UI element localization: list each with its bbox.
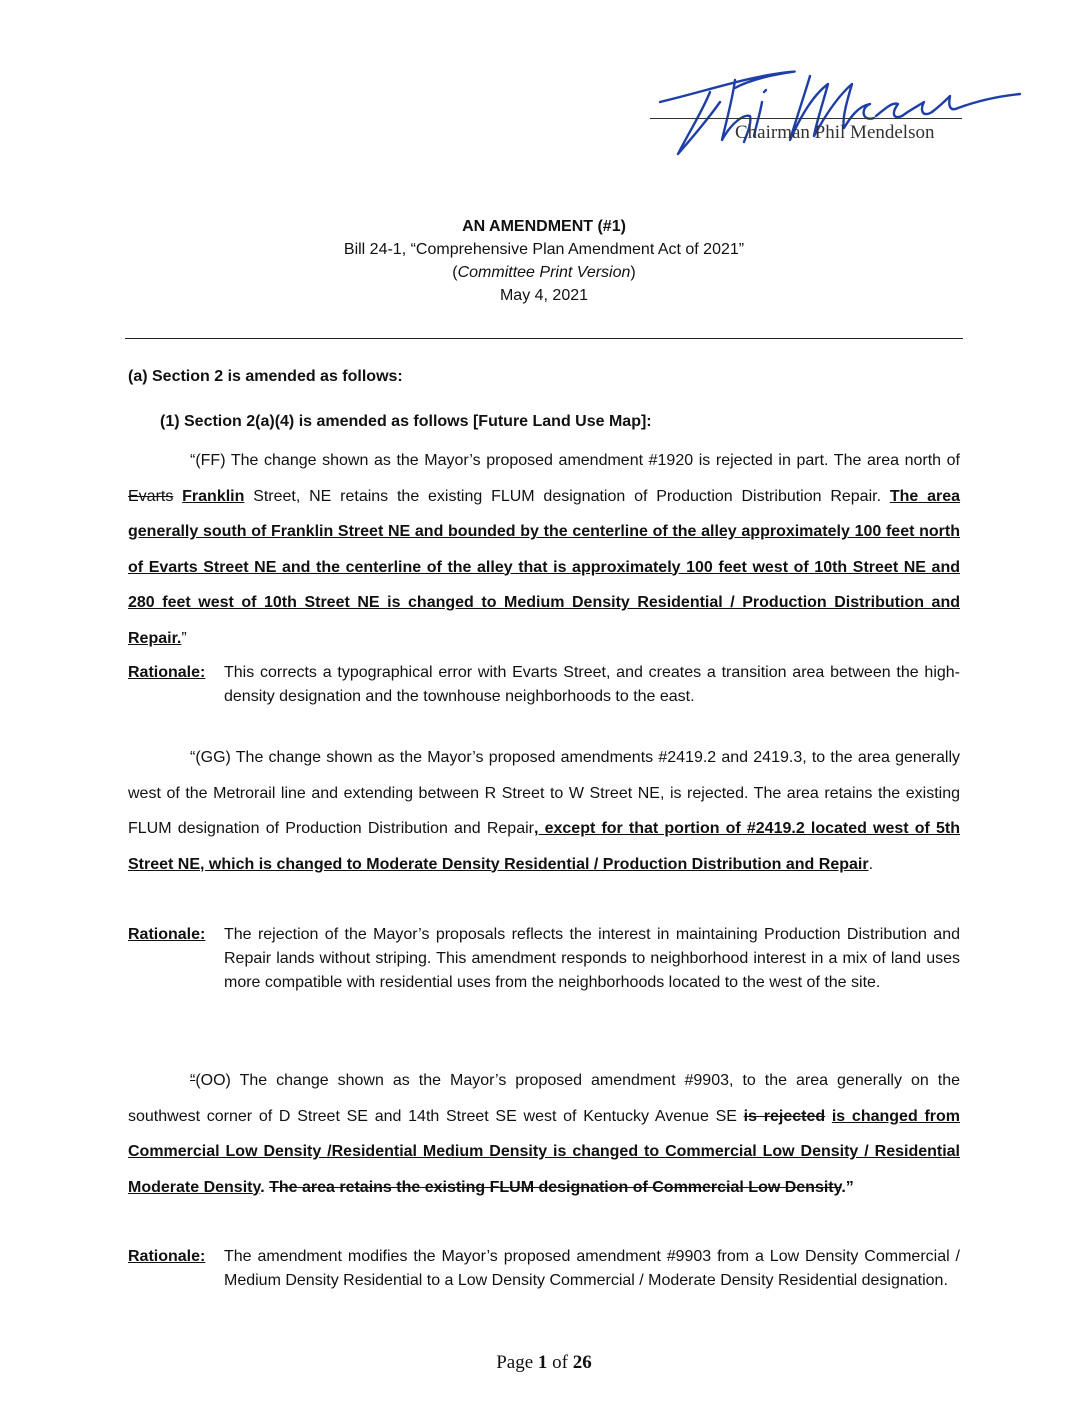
signatory-name: Chairman Phil Mendelson [735,122,935,143]
bill-title: Bill 24-1, “Comprehensive Plan Amendment Act of 2021” [343,241,745,258]
page-number [0,1352,1088,1374]
rationale-oo [128,1245,960,1293]
ff-inserted-text: Franklin [182,487,245,505]
ff-struck-text: Evarts [128,487,174,505]
oo-text-1: (OO) The change shown as the Mayor’s proposed amendment #9903, to the area generally on the southwest corner of D Street SE and 14th Street SE west of Kentucky Avenue SE [128,1072,960,1125]
header-rule [125,338,963,339]
document-date: May 4, 2021 [499,287,589,304]
rationale-label: Rationale: [128,926,206,943]
signature-line [650,118,962,119]
ff-added-text: The area generally south of Franklin Street NE and bounded by the centerline of the alley approximately 100 feet north of Evarts Street NE and the centerline of the alley that is approximately 100 feet west of 10th Street NE and 280 feet west of 10th Street NE is changed to Medium Density Residential / Production Distribution and Repair. [128,487,961,647]
rationale-text: The rejection of the Mayor’s proposals reflects the interest in maintaining Production Distribution and Repair lands without striping. This amendment responds to neighborhood interest in a mix of land uses more compatible with residential uses from the neighborhoods located to the west of the site. [224,926,960,991]
oo-mid: . [260,1178,270,1196]
rationale-gg [128,923,960,995]
paragraph-oo [128,1063,960,1205]
amendment-title: AN AMENDMENT (#1) [462,218,626,235]
ff-text-2: Street, NE retains the existing FLUM designation of Production Distribution Repair. [244,487,890,505]
paren-open: ( [452,264,458,281]
current-page: 1 [537,1352,548,1373]
rationale-ff [128,661,960,709]
oo-struck-text-1: is rejected [743,1107,826,1125]
rationale-label: Rationale: [128,1248,206,1265]
oo-struck-text-2: The area retains the existing FLUM designation of Commercial Low Density [269,1178,842,1196]
signature-image [640,62,1030,162]
section-1-heading: (1) Section 2(a)(4) is amended as follows [Future Land Use Map]: [160,413,652,430]
oo-space [825,1108,832,1125]
ff-close: ” [181,629,187,647]
paren-close: ) [630,264,636,281]
paragraph-gg [128,740,960,882]
rationale-text: This corrects a typographical error with Evarts Street, and creates a transition area between the high-density designation and the townhouse neighborhoods to the east. [224,664,960,705]
page-word: Page [496,1352,534,1373]
ff-text-1: “(FF) The change shown as the Mayor’s proposed amendment #1920 is rejected in part. The area north of [190,452,960,469]
section-a-heading: (a) Section 2 is amended as follows: [128,368,403,385]
total-pages: 26 [572,1352,592,1373]
rationale-text: The amendment modifies the Mayor’s proposed amendment #9903 from a Low Density Commercial / Medium Density Residential to a Low Density Commercial / Moderate Density Residential designation. [224,1248,960,1289]
oo-added-text: is changed from Commercial Low Density /Residential Medium Density is changed to Commercial Low Density / Residential Moderate Density [128,1107,961,1196]
print-version [0,261,1088,284]
print-version-text: Committee Print Version [457,264,631,281]
gg-close: . [868,855,874,873]
paragraph-ff [128,443,960,656]
oo-struck-quote: “ [190,1072,196,1089]
gg-text-1: “(GG) The change shown as the Mayor’s proposed amendments #2419.2 and 2419.3, to the area generally west of the Metrorail line and extending between R Street to W Street NE, is rejected. The area retains the existing FLUM designation of Production Distribution and Repair [128,749,960,837]
oo-close: .” [841,1178,854,1196]
gg-added-text: , except for that portion of #2419.2 located west of 5th Street NE, which is changed to Moderate Density Residential / Production Distribution and Repair [128,820,961,873]
rationale-label: Rationale: [128,664,206,681]
of-word: of [552,1352,568,1373]
